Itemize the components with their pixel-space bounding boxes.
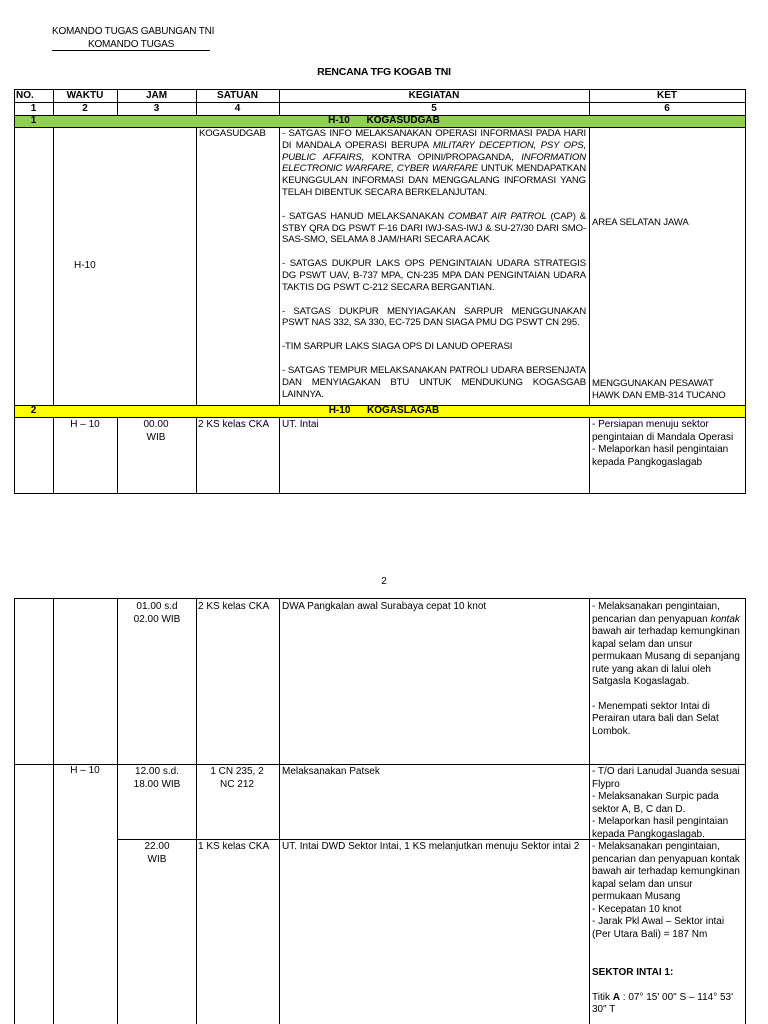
section-2-kegiatan: UT. Intai — [282, 419, 319, 430]
column-number-2: 2 — [82, 103, 88, 114]
table-2-row-3-ket: - Melaksanakan pengintaian, pencarian dan penyapuan kontak bawah air terhadap kemungkinan kapal selam dan unsur permukaan Musang - Kecepatan 10 knot - Jarak Pkl Awal – Sektor intai (Per Utara Bali) = 187 Nm SEKTOR INTAI 1: Titik A : 07° 15' 00" S – 114° 53' 30" T — [592, 841, 744, 1017]
column-header-satuan: SATUAN — [217, 90, 258, 101]
table-2-row-1-ket: - Melaksanakan pengintaian, pencarian dan penyapuan kontak bawah air terhadap kemungkinan kapal selam dan unsur permukaan Musang di sepanjang rute yang akan di lalui oleh Satgasla Kogaslagab. - Menempati sektor Intai di Perairan utara bali dan Selat Lombok. — [592, 601, 740, 737]
section-2-number: 2 — [30, 405, 37, 416]
column-header-kegiatan: KEGIATAN — [408, 90, 460, 101]
header-line-1: KOMANDO TUGAS GABUNGAN TNI — [52, 26, 215, 37]
column-number-6: 6 — [664, 103, 670, 114]
table-2-row-3-satuan: 1 KS kelas CKA — [198, 841, 270, 852]
table-2-row-2-kegiatan: Melaksanakan Patsek — [282, 766, 380, 777]
page-number: 2 — [381, 576, 387, 587]
section-2-satuan: 2 KS kelas CKA — [198, 419, 270, 430]
column-header-no: NO. — [16, 90, 34, 101]
table-2-row-2-satuan: 1 CN 235, 2 NC 212 — [210, 766, 264, 790]
section-1-label: H-10 KOGASUDGAB — [328, 115, 440, 126]
titik-a-coordinate: Titik A : 07° 15' 00" S – 114° 53' 30" T — [592, 991, 734, 1015]
document-title: RENCANA TFG KOGAB TNI — [317, 66, 451, 78]
header-line-2: KOMANDO TUGAS — [88, 39, 175, 50]
column-number-3: 3 — [153, 103, 160, 114]
column-number-5: 5 — [431, 103, 437, 114]
column-header-jam: JAM — [145, 90, 168, 101]
table-2-row-1-satuan: 2 KS kelas CKA — [198, 601, 270, 612]
section-1-ket-aircraft: MENGGUNAKAN PESAWAT HAWK DAN EMB-314 TUCANO — [592, 378, 726, 401]
table-2-row-3-kegiatan: UT. Intai DWD Sektor Intai, 1 KS melanjutkan menuju Sektor intai 2 — [282, 841, 580, 852]
table-2-row-1-kegiatan: DWA Pangkalan awal Surabaya cepat 10 knot — [282, 601, 487, 612]
sektor-intai-title: SEKTOR INTAI 1: — [592, 967, 674, 978]
table-2-row-3-jam: 22.00 WIB — [144, 841, 170, 865]
section-2-ket: - Persiapan menuju sektor pengintaian di Mandala Operasi - Melaporkan hasil pengintaian kepada Pangkogaslagab — [592, 419, 734, 468]
column-header-waktu: WAKTU — [66, 90, 104, 101]
table-2-row-2-jam: 12.00 s.d. 18.00 WIB — [133, 766, 181, 790]
section-1-waktu: H-10 — [74, 260, 96, 271]
section-2-waktu: H – 10 — [70, 419, 100, 430]
section-1-kegiatan: - SATGAS INFO MELAKSANAKAN OPERASI INFORMASI PADA HARI DI MANDALA OPERASI BERUPA MILITARY DECEPTION, PSY OPS, PUBLIC AFFAIRS, KONTRA OPINI/PROPAGANDA, INFORMATION ELECTRONIC WARFARE, CYBER WARFARE UNTUK MENDAPATKAN KEUNGGULAN INFORMASI DAN MENGGALANG INFORMASI YANG TELAH DIBENTUK SECARA BERKELANJUTAN. - SATGAS HANUD MELAKSANAKAN COMBAT AIR PATROL (CAP) & STBY QRA DG PSWT F-16 DARI IWJ-SAS-IWJ & SU-27/30 DARI SMO-SAS-SMO, SELAMA 8 JAM/HARI SECARA ACAK - SATGAS DUKPUR LAKS OPS PENGINTAIAN UDARA STRATEGIS DG PSWT UAV, B-737 MPA, CN-235 MPA DAN PENGINTAIAN UDARA TAKTIS DG PSWT C-212 SECARA BERGANTIAN. - SATGAS DUKPUR MENYIAGAKAN SARPUR MENGGUNAKAN PSWT NAS 332, SA 330, EC-725 DAN SIAGA PMU DG PSWT CN 295. -TIM SARPUR LAKS SIAGA OPS DI LANUD OPERASI - SATGAS TEMPUR MELAKSANAKAN PATROLI UDARA BERSENJATA DAN MENYIAGAKAN BTU UNTUK MENDUKUNG KOGASGAB LAINNYA. — [282, 128, 586, 400]
section-1-satuan: KOGASUDGAB — [199, 128, 266, 139]
column-number-1: 1 — [30, 103, 37, 114]
table-2-row-2-ket: - T/O dari Lanudal Juanda sesuai Flypro - Melaksanakan Surpic pada sektor A, B, C dan D. - Melaporkan hasil pengintaian kepada Pangkogaslagab. — [592, 766, 740, 840]
section-1-ket-area: AREA SELATAN JAWA — [592, 217, 689, 228]
section-2-label: H-10 KOGASLAGAB — [328, 405, 440, 416]
section-2-jam: 00.00 WIB — [143, 419, 169, 443]
column-number-4: 4 — [234, 103, 241, 114]
table-2-row-1-jam: 01.00 s.d 02.00 WIB — [133, 601, 181, 625]
table-2-waktu: H – 10 — [70, 765, 100, 776]
column-header-ket: KET — [657, 90, 677, 101]
section-1-number: 1 — [30, 115, 37, 126]
